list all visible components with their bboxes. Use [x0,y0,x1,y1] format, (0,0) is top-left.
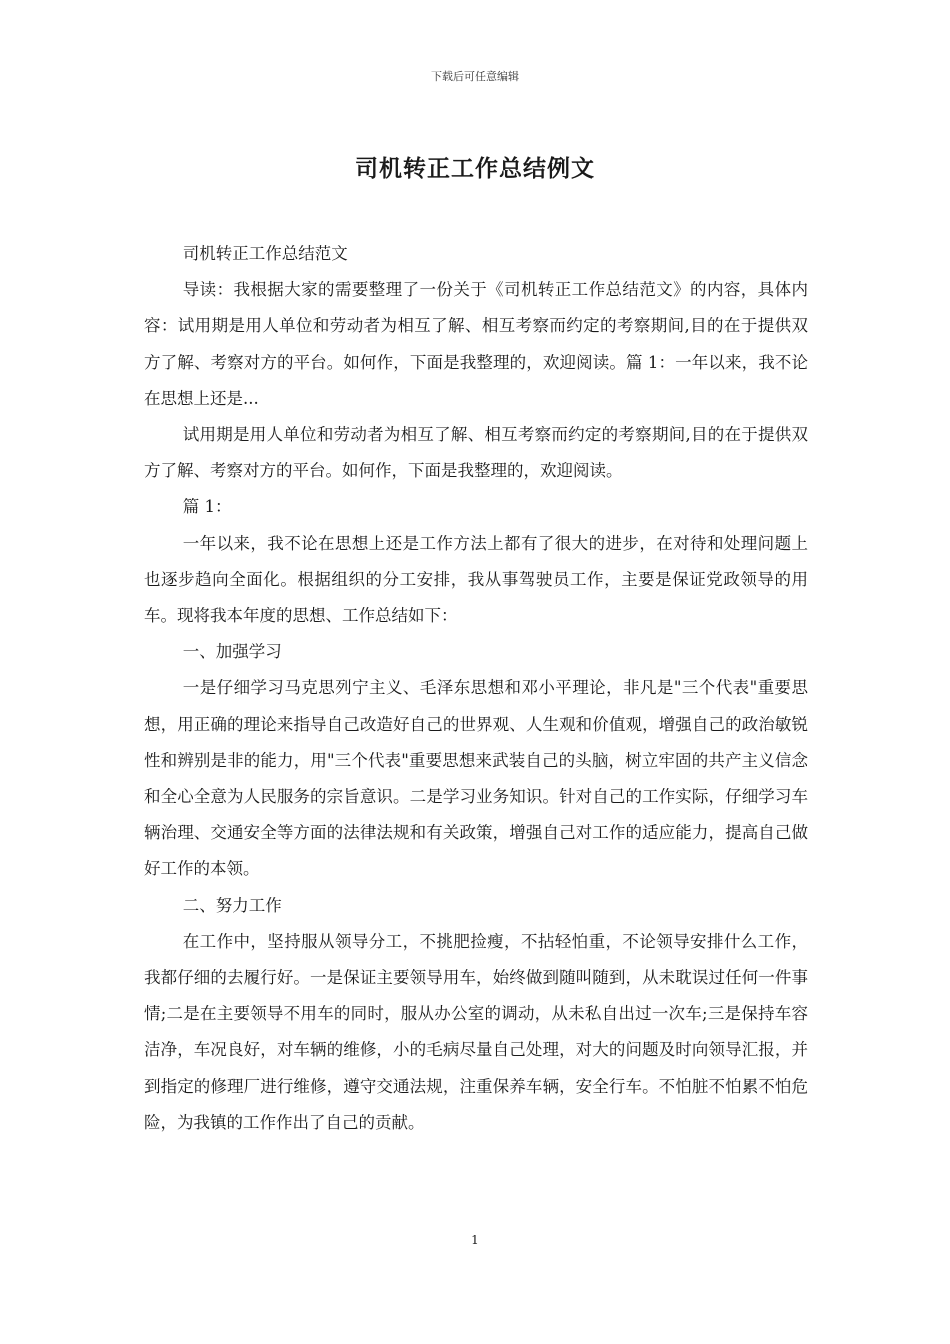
paragraph-overview: 一年以来，我不论在思想上还是工作方法上都有了很大的进步，在对待和处理问题上也逐步趋向全面化。根据组织的分工安排，我从事驾驶员工作，主要是保证党政领导的用车。现将我本年度的思想、工作总结如下： [144,533,808,626]
document-title: 司机转正工作总结例文 [355,155,595,182]
paragraph-intro: 导读：我根据大家的需要整理了一份关于《司机转正工作总结范文》的内容，具体内容：试用期是用人单位和劳动者为相互了解、相互考察而约定的考察期间,目的在于提供双方了解、考察对方的平台。如何作，下面是我整理的，欢迎阅读。篇 1：一年以来，我不论在思想上还是... [144,280,808,408]
paragraph-probation: 试用期是用人单位和劳动者为相互了解、相互考察而约定的考察期间,目的在于提供双方了解、考察对方的平台。如何作，下面是我整理的，欢迎阅读。 [144,425,808,481]
paragraph-study: 一是仔细学习马克思列宁主义、毛泽东思想和邓小平理论，非凡是"三个代表"重要思想，用正确的理论来指导自己改造好自己的世界观、人生观和价值观，增强自己的政治敏锐性和辨别是非的能力，用"三个代表"重要思想来武装自己的头脑，树立牢固的共产主义信念和全心全意为人民服务的宗旨意识。二是学习业务知识。针对自己的工作实际，仔细学习车辆治理、交通安全等方面的法律法规和有关政策，增强自己对工作的适应能力，提高自己做好工作的本领。 [144,678,808,879]
section-heading-work: 二、努力工作 [182,895,282,915]
paragraph-part-label: 篇 1： [182,497,232,517]
document-body [144,236,808,1141]
paragraph-subtitle: 司机转正工作总结范文 [182,244,348,263]
section-heading-study: 一、加强学习 [182,642,282,662]
paragraph-work: 在工作中，坚持服从领导分工，不挑肥捡瘦，不拈轻怕重，不论领导安排什么工作，我都仔细的去履行好。一是保证主要领导用车，始终做到随叫随到，从未耽误过任何一件事情;二是在主要领导不用车的同时，服从办公室的调动，从未私自出过一次车;三是保持车容洁净，车况良好，对车辆的维修，小的毛病尽量自己处理，对大的问题及时向领导汇报，并到指定的修理厂进行维修，遵守交通法规，注重保养车辆，安全行车。不怕脏不怕累不怕危险，为我镇的工作作出了自己的贡献。 [144,931,808,1132]
page-number: 1 [471,1233,479,1247]
header-note: 下载后可任意编辑 [431,70,519,83]
